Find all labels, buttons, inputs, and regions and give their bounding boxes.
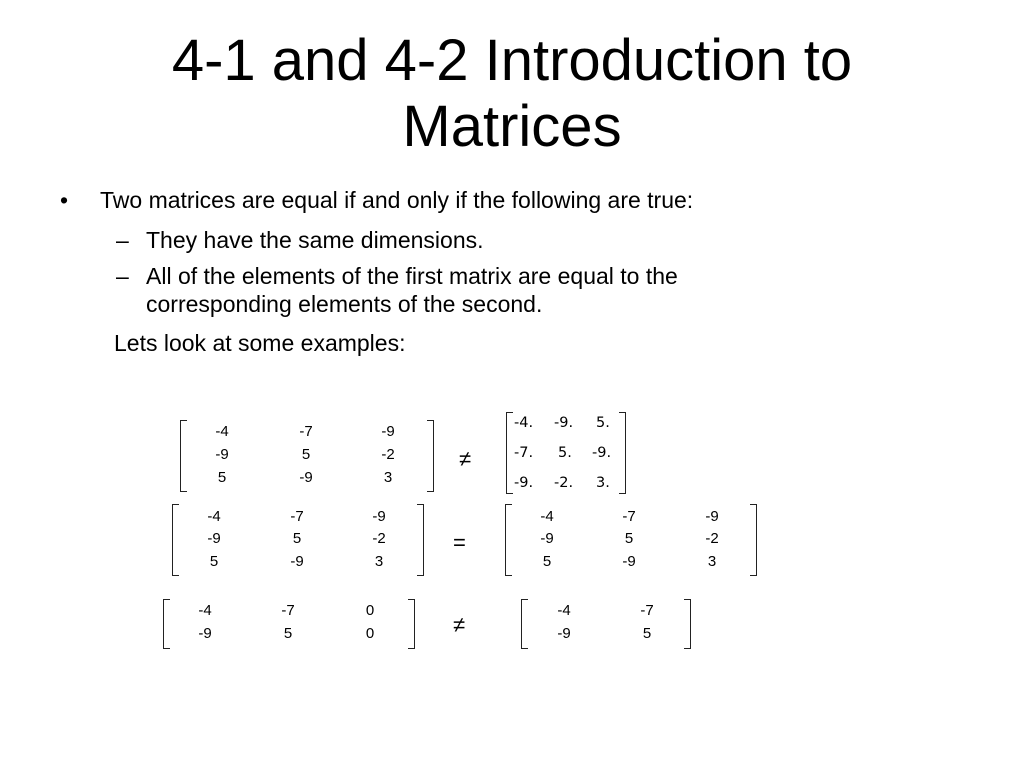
left-bracket: [172, 504, 179, 576]
matrix-cell: 5: [209, 553, 219, 570]
right-bracket: [750, 504, 757, 576]
slide-title: 4-1 and 4-2 Introduction to Matrices: [171, 28, 853, 159]
matrix-cell: -4: [557, 602, 571, 619]
matrix-cell: -4.: [514, 415, 534, 431]
subpoint-marker: –: [116, 227, 129, 253]
example2-left-matrix: [172, 504, 424, 576]
matrix-cell: 5: [283, 625, 293, 642]
right-bracket: [619, 412, 626, 494]
matrix-cell: -9.: [592, 445, 612, 461]
matrix-cell: -9: [299, 469, 313, 486]
equal-sign: =: [453, 530, 466, 555]
matrix-cell: -7: [622, 508, 636, 525]
left-bracket: [163, 599, 170, 649]
not-equal-sign: ≠: [453, 612, 466, 637]
matrix-cell: -2: [381, 446, 395, 463]
right-bracket: [408, 599, 415, 649]
bullet-marker: •: [60, 187, 69, 213]
left-bracket: [505, 504, 512, 576]
matrix-cell: -7: [281, 602, 295, 619]
left-bracket: [506, 412, 513, 494]
matrix-cell: -9.: [554, 415, 574, 431]
matrix-cell: -9: [540, 530, 554, 547]
matrix-cell: 0: [365, 625, 375, 642]
example1-right-matrix: [506, 412, 626, 494]
matrix-cell: -2: [705, 530, 719, 547]
matrix-cell: -2.: [554, 475, 574, 491]
bullet-main-text: Two matrices are equal if and only if the following are true:: [100, 187, 694, 213]
matrix-cell: 5.: [558, 445, 572, 461]
left-bracket: [180, 420, 187, 492]
left-bracket: [521, 599, 528, 649]
matrix-cell: 3: [707, 553, 717, 570]
matrix-cell: -7: [640, 602, 654, 619]
matrix-cell: -7: [299, 423, 313, 440]
matrix-cell: -9: [290, 553, 304, 570]
matrix-cell: 5: [301, 446, 311, 463]
matrix-cell: -9: [705, 508, 719, 525]
matrix-cell: -4: [540, 508, 554, 525]
matrix-cell: -9.: [514, 475, 534, 491]
matrix-cell: 3.: [596, 475, 610, 491]
matrix-cell: 5.: [596, 415, 610, 431]
matrix-cell: -7: [290, 508, 304, 525]
matrix-cell: -9: [381, 423, 395, 440]
right-bracket: [684, 599, 691, 649]
right-bracket: [427, 420, 434, 492]
matrix-cell: -9: [622, 553, 636, 570]
example3-left-matrix: [163, 599, 415, 649]
matrix-cell: 0: [365, 602, 375, 619]
matrix-cell: -2: [372, 530, 386, 547]
subpoint-marker: –: [116, 263, 129, 289]
matrix-cell: 5: [642, 625, 652, 642]
matrix-cell: -9: [557, 625, 571, 642]
matrix-cell: -9: [372, 508, 386, 525]
subpoint-dimensions: They have the same dimensions.: [146, 227, 484, 253]
matrix-cell: -4: [207, 508, 221, 525]
example1-left-matrix: [180, 420, 434, 492]
matrix-cell: 5: [292, 530, 302, 547]
subpoint-elements: All of the elements of the first matrix are equal to the corresponding elements of the second.: [146, 263, 678, 317]
matrix-cell: -9: [198, 625, 212, 642]
example3-right-matrix: [521, 599, 691, 649]
matrix-cell: 5: [624, 530, 634, 547]
not-equal-sign: ≠: [459, 446, 472, 471]
matrix-cell: -9: [207, 530, 221, 547]
matrix-cell: -4: [215, 423, 229, 440]
matrix-cell: -9: [215, 446, 229, 463]
example2-right-matrix: [505, 504, 757, 576]
matrix-cell: 3: [374, 553, 384, 570]
matrix-cell: -7.: [514, 445, 534, 461]
matrix-cell: 3: [383, 469, 393, 486]
matrix-cell: 5: [217, 469, 227, 486]
right-bracket: [417, 504, 424, 576]
examples-intro: Lets look at some examples:: [114, 330, 406, 356]
matrix-cell: -4: [198, 602, 212, 619]
matrix-cell: 5: [542, 553, 552, 570]
